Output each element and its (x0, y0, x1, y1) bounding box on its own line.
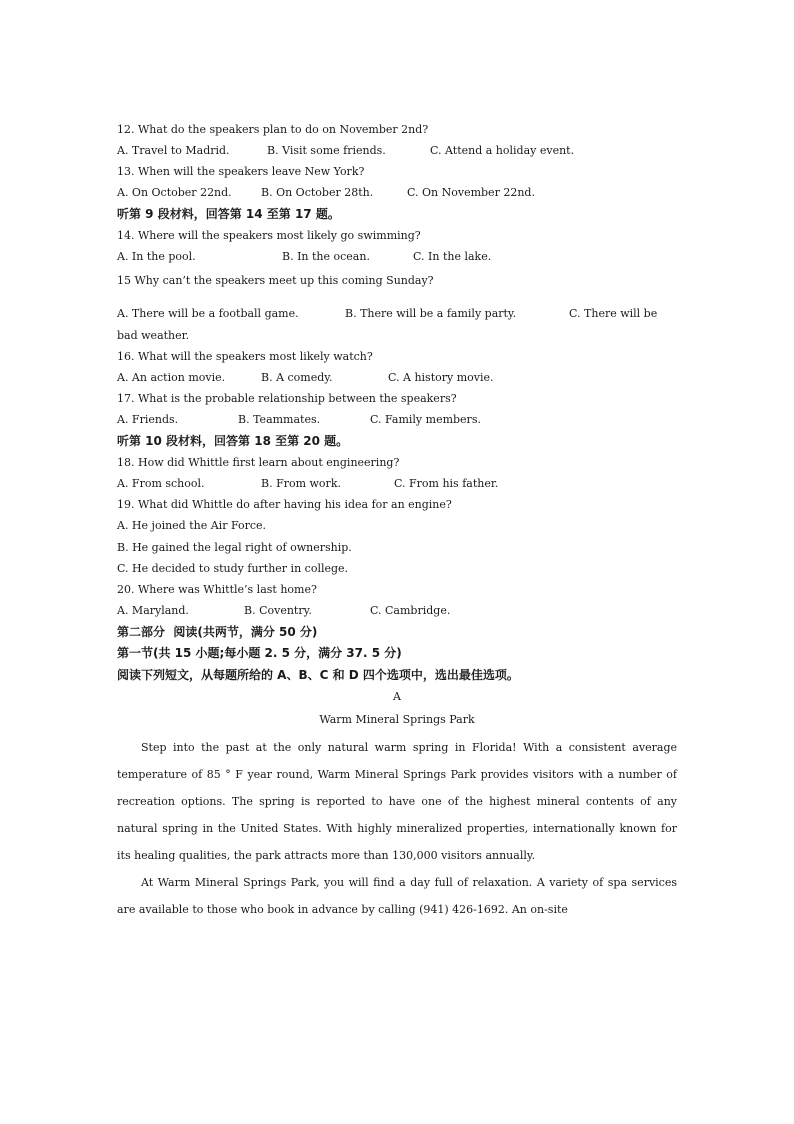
question-19-option-b: B. He gained the legal right of ownership. (117, 541, 352, 554)
option-b: B. A comedy. (261, 371, 333, 384)
question-19-stem: 19. What did Whittle do after having his idea for an engine? (117, 498, 452, 511)
option-c: C. There will be (569, 307, 658, 320)
part-2-title: 第二部分 阅读(共两节，满分 50 分) (117, 625, 318, 639)
section-10-heading: 听第 10 段材料，回答第 18 至第 20 题。 (117, 434, 349, 448)
option-a: A. There will be a football game. (117, 307, 299, 320)
passage-letter: A (393, 690, 401, 703)
reading-instruction: 阅读下列短文，从每题所给的 A、B、C 和 D 四个选项中，选出最佳选项。 (117, 668, 519, 682)
question-15-stem: 15 Why can’t the speakers meet up this coming Sunday? (117, 274, 434, 287)
option-c: C. Family members. (370, 413, 481, 426)
option-b: B. There will be a family party. (345, 307, 517, 320)
question-15-option-c-continued: bad weather. (117, 329, 190, 342)
option-b: B. Visit some friends. (267, 144, 386, 157)
question-19-option-a: A. He joined the Air Force. (117, 519, 267, 532)
part-2-section-1: 第一节(共 15 小题;每小题 2. 5 分，满分 37. 5 分) (117, 646, 402, 660)
option-a: A. Friends. (117, 413, 179, 426)
option-a: A. From school. (117, 477, 205, 490)
option-c: C. Cambridge. (370, 604, 451, 617)
passage-body (117, 734, 677, 923)
question-12-stem: 12. What do the speakers plan to do on November 2nd? (117, 123, 429, 136)
question-18-stem: 18. How did Whittle first learn about engineering? (117, 456, 400, 469)
option-b: B. On October 28th. (261, 186, 374, 199)
option-a: A. An action movie. (117, 371, 226, 384)
question-17-stem: 17. What is the probable relationship between the speakers? (117, 392, 457, 405)
option-c: C. In the lake. (413, 250, 492, 263)
option-c: C. From his father. (394, 477, 499, 490)
option-c: C. On November 22nd. (407, 186, 535, 199)
question-14-stem: 14. Where will the speakers most likely go swimming? (117, 229, 421, 242)
option-a: A. Travel to Madrid. (117, 144, 230, 157)
passage-paragraph-2: At Warm Mineral Springs Park, you will find a day full of relaxation. A variety of spa services are available to those who book in advance by calling (941) 426-1692. An on-site (117, 876, 677, 916)
option-a: A. In the pool. (117, 250, 196, 263)
option-b: B. Coventry. (244, 604, 312, 617)
option-a: A. Maryland. (117, 604, 189, 617)
option-c: C. Attend a holiday event. (430, 144, 575, 157)
option-b: B. Teammates. (238, 413, 321, 426)
option-a: A. On October 22nd. (117, 186, 232, 199)
option-b: B. In the ocean. (282, 250, 370, 263)
passage-paragraph-1: Step into the past at the only natural warm spring in Florida! With a consistent average temperature of 85 ° F year round, Warm Mineral Springs Park provides visitors with a number of recreation options. The spring is reported to have one of the highest mineral contents of any natural spring in the United States. With highly mineralized properties, internationally known for its healing qualities, the park attracts more than 130,000 visitors annually. (117, 741, 677, 862)
question-16-stem: 16. What will the speakers most likely watch? (117, 350, 373, 363)
option-b: B. From work. (261, 477, 341, 490)
section-9-heading: 听第 9 段材料，回答第 14 至第 17 题。 (117, 207, 340, 221)
passage-title: Warm Mineral Springs Park (319, 713, 475, 726)
question-20-stem: 20. Where was Whittle’s last home? (117, 583, 317, 596)
question-19-option-c: C. He decided to study further in college. (117, 562, 349, 575)
question-13-stem: 13. When will the speakers leave New York? (117, 165, 365, 178)
option-c: C. A history movie. (388, 371, 494, 384)
